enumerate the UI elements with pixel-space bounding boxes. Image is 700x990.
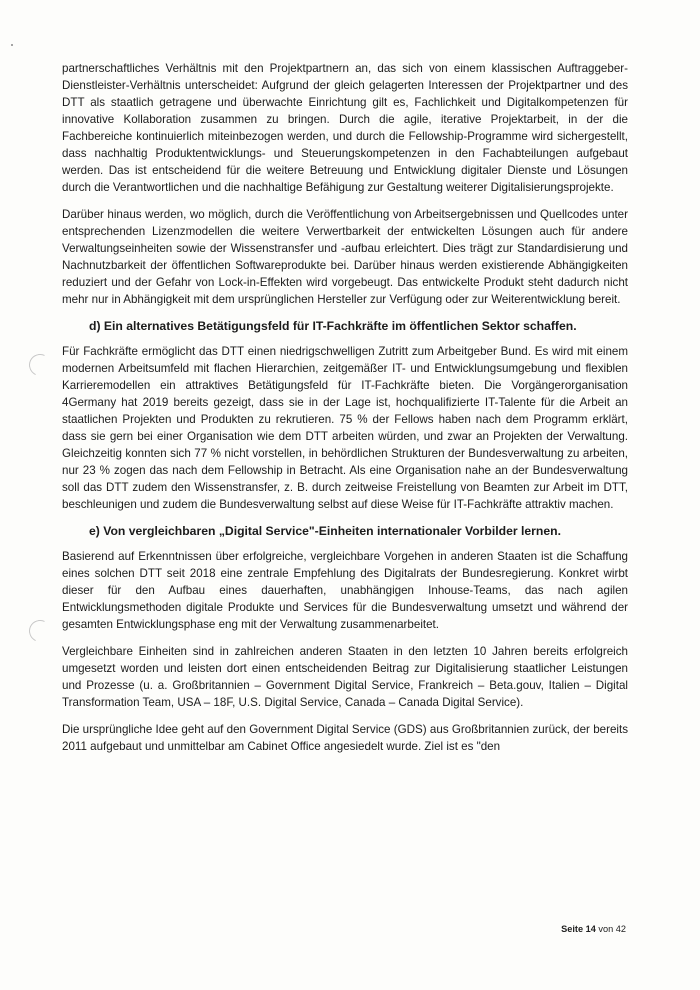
- section-heading-d: d) Ein alternatives Betätigungsfeld für IT-Fachkräfte im öffentlichen Sektor schaffen.: [89, 319, 577, 333]
- document-body: [62, 60, 628, 765]
- paragraph-it-talent: Für Fachkräfte ermöglicht das DTT einen niedrigschwelligen Zutritt zum Arbeitgeber Bund. Es wird mit einem modernen Arbeitsumfeld mit flachen Hierarchien, zeitgemäßer IT- und Entwicklungsumgebung und flexiblen Karrieremodellen ein attraktives Betätigungsfeld für IT-Fachkräfte bieten. Die Vorgängerorganisation 4Germany hat 2019 bereits gezeigt, dass sie in der Lage ist, hochqualifizierte IT-Talente für die Arbeit an staatlichen Projekten und Produkten zu rekrutieren. 75 % der Fellows haben nach dem Programm erklärt, dass sie gern bei einer Organisation wie dem DTT arbeiten würden, und zwar an Projekten der Verwaltung. Gleichzeitig konnten sich 77 % nicht vorstellen, in behördlichen Strukturen der Bundesverwaltung zu arbeiten, nur 23 % zogen das nach dem Fellowship in Betracht. Als eine Organisation nahe an der Bundesverwaltung soll das DTT zudem den Wissenstransfer, z. B. durch zeitweise Freistellung von Beamten zur Arbeit im DTT, beschleunigen und zudem die Bundesverwaltung selbst auf diese Weise für IT-Fachkräfte attraktiv machen.: [62, 345, 628, 511]
- page-number-current: Seite 14: [561, 924, 596, 934]
- punch-hole-mark-lower: [26, 617, 54, 645]
- section-heading-e: e) Von vergleichbaren „Digital Service"-Einheiten internationaler Vorbilder lernen.: [89, 524, 561, 538]
- paragraph-open-source: Darüber hinaus werden, wo möglich, durch die Veröffentlichung von Arbeitsergebnissen und Quellcodes unter entsprechenden Lizenzmodellen die weitere Verwertbarkeit der entwickelten Lösungen auch für andere Verwaltungseinheiten sowie der Wissenstransfer und -aufbau erleichtert. Dies trägt zur Standardisierung und Nachnutzbarkeit der öffentlichen Softwareprodukte bei. Darüber hinaus werden existierende Abhängigkeiten reduziert und der Gefahr von Lock-in-Effekten wird vorgebeugt. Das entwickelte Produkt steht dadurch nicht mehr nur in Abhängigkeit mit dem ursprünglichen Hersteller zur Verfügung oder zur Weiterentwicklung bereit.: [62, 208, 628, 306]
- paragraph-digitalrat: Basierend auf Erkenntnissen über erfolgreiche, vergleichbare Vorgehen in anderen Staaten ist die Schaffung eines solchen DTT seit 2018 eine zentrale Empfehlung des Digitalrats der Bundesregierung. Konkret wirbt dieser für den Aufbau eines dauerhaften, unabhängigen Inhouse-Teams, das nach agilen Entwicklungsmethoden digitale Produkte und Services für die Bundesverwaltung umsetzt und während der gesamten Entwicklungsphase eng mit der Verwaltung zusammenarbeitet.: [62, 550, 628, 631]
- paragraph-gds-origin: Die ursprüngliche Idee geht auf den Government Digital Service (GDS) aus Großbritannien zurück, der bereits 2011 aufgebaut und unmittelbar am Cabinet Office angesiedelt wurde. Ziel ist es "den: [62, 723, 628, 753]
- scan-speck: [11, 44, 13, 46]
- paragraph-international-units: Vergleichbare Einheiten sind in zahlreichen anderen Staaten in den letzten 10 Jahren bereits erfolgreich umgesetzt worden und leisten dort einen entscheidenden Beitrag zur Digitalisierung staatlicher Leistungen und Prozesse (u. a. Großbritannien – Government Digital Service, Frankreich – Beta.gouv, Italien – Digital Transformation Team, USA – 18F, U.S. Digital Service, Canada – Canada Digital Service).: [62, 645, 628, 709]
- page-number: [561, 924, 626, 934]
- punch-hole-mark-upper: [26, 351, 54, 379]
- page-number-total: von 42: [595, 924, 626, 934]
- paragraph-partnership: partnerschaftliches Verhältnis mit den Projektpartnern an, das sich von einem klassischen Auftraggeber-Dienstleister-Verhältnis unterscheidet: Aufgrund der gleich gelagerten Interessen der Projektpartner und des DTT als staatlich getragene und überwachte Einrichtung gilt es, Fachlichkeit und Digitalkompetenzen für innovative Kollaboration zusammen zu bringen. Durch die agile, iterative Projektarbeit, in der die Fachbereiche kontinuierlich miteinbezogen werden, und durch die Fellowship-Programme wird sichergestellt, dass nachhaltig Produktentwicklungs- und Steuerungskompetenzen in den Fachabteilungen aufgebaut werden. Das ist entscheidend für die weitere Betreuung und Entwicklung digitaler Dienste und Lösungen durch die Verantwortlichen und die nachhaltige Befähigung zur Gestaltung weiterer Digitalisierungsprojekte.: [62, 62, 628, 194]
